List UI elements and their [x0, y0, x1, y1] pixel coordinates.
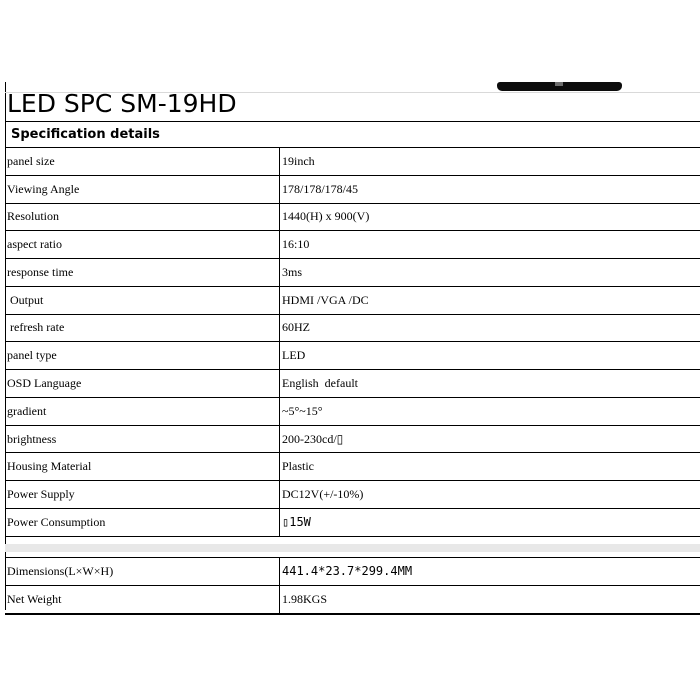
spec-label: response time [5, 259, 280, 287]
monitor-product-image [497, 82, 622, 91]
spec-value: 19inch [280, 148, 700, 175]
spec-value: 200-230cd/▯ [280, 425, 700, 453]
section-heading: Specification details [5, 121, 700, 148]
spec-row [5, 231, 700, 259]
spec-label: refresh rate [5, 314, 280, 342]
page-title: LED SPC SM-19HD [7, 89, 237, 118]
spec-label: aspect ratio [5, 231, 280, 259]
spec-value: LED [280, 342, 700, 370]
spec-row [5, 259, 700, 287]
spec-row [5, 342, 700, 370]
spec-label: Output [5, 286, 280, 314]
spec-value: 16:10 [280, 231, 700, 259]
spec-row [5, 148, 700, 175]
spec-row [5, 508, 700, 536]
spec-row [5, 175, 700, 203]
spec-label: panel type [5, 342, 280, 370]
spec-row [5, 481, 700, 509]
spec-value: 3ms [280, 259, 700, 287]
spec-row [5, 370, 700, 398]
spec-value: 1.98KGS [280, 585, 700, 613]
spec-label: Viewing Angle [5, 175, 280, 203]
spec-row [5, 558, 700, 586]
spec-row [5, 397, 700, 425]
spec-value: ▯15W [280, 508, 700, 536]
spec-label: panel size [5, 148, 280, 175]
dimensions-table [5, 557, 700, 615]
spec-value: 1440(H) x 900(V) [280, 203, 700, 231]
spec-row [5, 585, 700, 613]
spec-value: 178/178/178/45 [280, 175, 700, 203]
spec-label: OSD Language [5, 370, 280, 398]
spec-row [5, 453, 700, 481]
spec-value: Plastic [280, 453, 700, 481]
spec-value: ~5°~15° [280, 397, 700, 425]
spec-row [5, 314, 700, 342]
spec-label: Dimensions(L×W×H) [5, 558, 280, 586]
spec-value: English default [280, 370, 700, 398]
spec-label: Power Consumption [5, 508, 280, 536]
spec-table [5, 148, 700, 537]
spec-value: 441.4*23.7*299.4MM [280, 558, 700, 586]
spec-value: DC12V(+/-10%) [280, 481, 700, 509]
spec-label: gradient [5, 397, 280, 425]
spec-label: brightness [5, 425, 280, 453]
spec-row [5, 425, 700, 453]
spec-row [5, 203, 700, 231]
spec-label: Housing Material [5, 453, 280, 481]
spec-row [5, 286, 700, 314]
spec-label: Power Supply [5, 481, 280, 509]
section-separator [5, 544, 700, 552]
spec-value: 60HZ [280, 314, 700, 342]
spec-label: Net Weight [5, 585, 280, 613]
spec-label: Resolution [5, 203, 280, 231]
spec-value: HDMI /VGA /DC [280, 286, 700, 314]
